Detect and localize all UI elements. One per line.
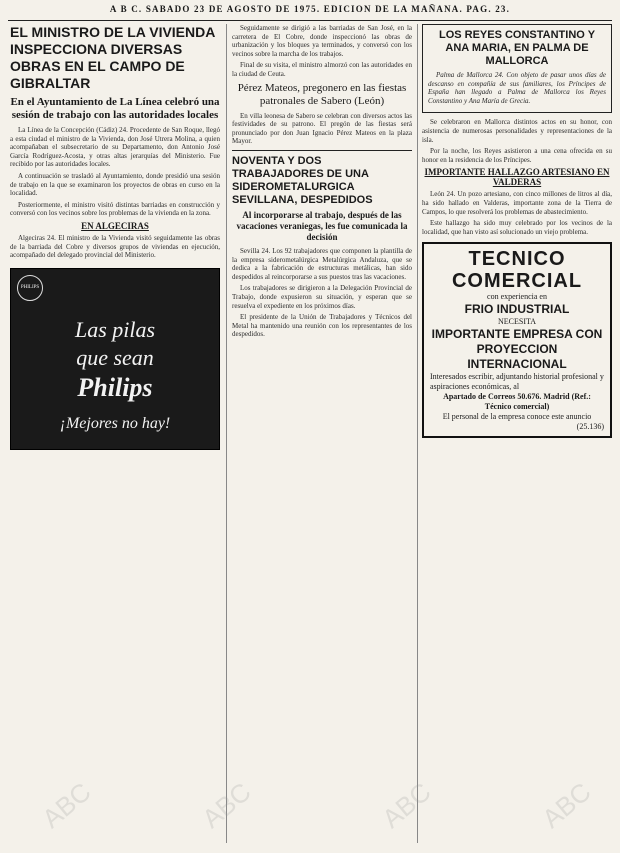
article-paragraph: Se celebraron en Mallorca distintos actos en su honor, con asistencia de numerosas personalidades y representaciones de la isla. — [422, 118, 612, 144]
page-header: A B C. SABADO 23 DE AGOSTO DE 1975. EDICION DE LA MAÑANA. PAG. 23. — [109, 4, 511, 14]
article-paragraph: Por la noche, los Reyes asistieron a una cena ofrecida en su honor en la residencia de los Príncipes. — [422, 147, 612, 164]
watermark: ABC — [36, 776, 97, 834]
ad-title: TECNICO — [468, 248, 566, 271]
ad-line: El personal de la empresa conoce este anuncio — [442, 412, 592, 422]
philips-logo-icon: PHILIPS — [17, 275, 43, 301]
article-paragraph: A continuación se trasladó al Ayuntamiento, donde presidió una sesión de trabajo en la que se examinaron los proyectos de obras en curso en la localidad. — [10, 171, 220, 198]
ad-reference: (25.136) — [576, 422, 604, 432]
article-paragraph: Algeciras 24. El ministro de la Vivienda visitó seguidamente las obras de la barriada del Cobre y diversos grupos de viviendas en ejecución, acompañado del delegado provincial del Ministerio. — [10, 233, 220, 260]
article-paragraph: Seguidamente se dirigió a las barriadas de San José, en la carretera de El Cobre, donde inspeccionó las obras de urbanización y los bloques ya terminados, y conversó con los vecinos sobre la marcha de los trabajos. — [232, 24, 412, 58]
watermark: ABC — [376, 776, 437, 834]
job-advertisement — [422, 242, 612, 438]
article-paragraph: León 24. Un pozo artesiano, con cinco millones de litros al día, ha sido hallado en Valderas, importante zona de la Tierra de Campos, lo que resolverá los problemas de abastecimiento. — [422, 190, 612, 216]
ad-line: Las pilas — [74, 316, 156, 342]
ad-line: Apartado de Correos 50.676. Madrid (Ref.: Técnico comercial) — [443, 392, 591, 412]
article-headline: LOS REYES CONSTANTINO Y ANA MARIA, EN PALMA DE MALLORCA — [438, 29, 596, 67]
column-middle — [232, 24, 412, 843]
boxed-article — [422, 24, 612, 113]
ad-line: NECESITA — [497, 317, 537, 327]
article-paragraph: Este hallazgo ha sido muy celebrado por los vecinos de la localidad, que han visto así solucionado un viejo problema. — [422, 219, 612, 236]
article-subhead: En el Ayuntamiento de La Línea celebró una sesión de trabajo con las autoridades locales — [10, 96, 220, 121]
article-paragraph: Final de su visita, el ministro almorzó con las autoridades en la ciudad de Ceuta. — [232, 61, 412, 78]
ad-line: FRIO INDUSTRIAL — [464, 302, 570, 317]
ad-brand: Philips — [77, 372, 153, 402]
article-paragraph: Sevilla 24. Los 92 trabajadores que componen la plantilla de la empresa siderometalúrgica Metalúrgica Andaluza, que se dedica a la fabricación de estructuras metálicas, han sido despedidos al reincorporarse a sus puestos tras las vacaciones. — [232, 246, 412, 281]
ad-slogan: ¡Mejores no hay! — [59, 414, 171, 432]
section-heading: EN ALGECIRAS — [81, 220, 149, 231]
article-paragraph: La Línea de la Concepción (Cádiz) 24. Procedente de San Roque, llegó a esta ciudad el ministro de la Vivienda, don José Utrera Molina, a quien acompañaban el subsecretario de su Departamento, don Antonio José García Rodríguez-Acosta, y otras altas jerarquías del Ministerio. Fue recibido por las autoridades locales. — [10, 126, 220, 169]
ad-title: COMERCIAL — [451, 270, 583, 293]
column-divider — [417, 24, 418, 843]
column-divider — [226, 24, 227, 843]
ad-line: IMPORTANTE EMPRESA CON PROYECCION INTERNACIONAL — [431, 327, 603, 372]
article-paragraph: Palma de Mallorca 24. Con objeto de pasar unos días de descanso en compañía de sus familiares, los Príncipes de España han llegado a Palma de Mallorca los Reyes Constantino y Ana María de Grecia. — [428, 71, 606, 105]
article-headline: NOVENTA Y DOS TRABAJADORES DE UNA SIDEROMETALURGICA SEVILLANA, DESPEDIDOS — [232, 150, 412, 207]
ad-line: con experiencia en — [487, 292, 547, 302]
article-paragraph: El presidente de la Unión de Trabajadores y Técnicos del Metal ha mantenido una reunión con los representantes de los despedidos. — [232, 313, 412, 339]
ad-line: que sean — [76, 344, 154, 370]
article-headline: EL MINISTRO DE LA VIVIENDA INSPECCIONA DIVERSAS OBRAS EN EL CAMPO DE GIBRALTAR — [10, 24, 215, 91]
article-paragraph: En villa leonesa de Sabero se celebran con diversos actos las festividades de su patrono. El pregón de las fiestas será pronunciado por don Juan Ignacio Pérez Mateos en la plaza Mayor. — [232, 111, 412, 146]
article-subhead: Al incorporarse al trabajo, después de las vacaciones veraniegas, les fue comunicada la decisión — [236, 209, 408, 242]
philips-advertisement — [10, 268, 220, 450]
ad-line: Interesados escribir, adjuntando historial profesional y aspiraciones económicas, al — [430, 372, 604, 392]
column-right — [422, 24, 612, 843]
header-rule — [8, 20, 612, 21]
watermark: ABC — [196, 776, 257, 834]
article-headline: Pérez Mateos, pregonero en las fiestas patronales de Sabero (León) — [237, 81, 407, 107]
article-paragraph: Posteriormente, el ministro visitó distintas barriadas en construcción y conversó con los vecinos sobre los problemas de la vivienda en la zona. — [10, 200, 220, 218]
section-heading: IMPORTANTE HALLAZGO ARTESIANO EN VALDERAS — [424, 167, 610, 188]
watermark: ABC — [536, 776, 597, 834]
column-left — [10, 24, 220, 843]
article-paragraph: Los trabajadores se dirigieron a la Delegación Provincial de Trabajo, donde expusieron su situación, y esperan que se resuelva el expediente en los próximos días. — [232, 284, 412, 310]
